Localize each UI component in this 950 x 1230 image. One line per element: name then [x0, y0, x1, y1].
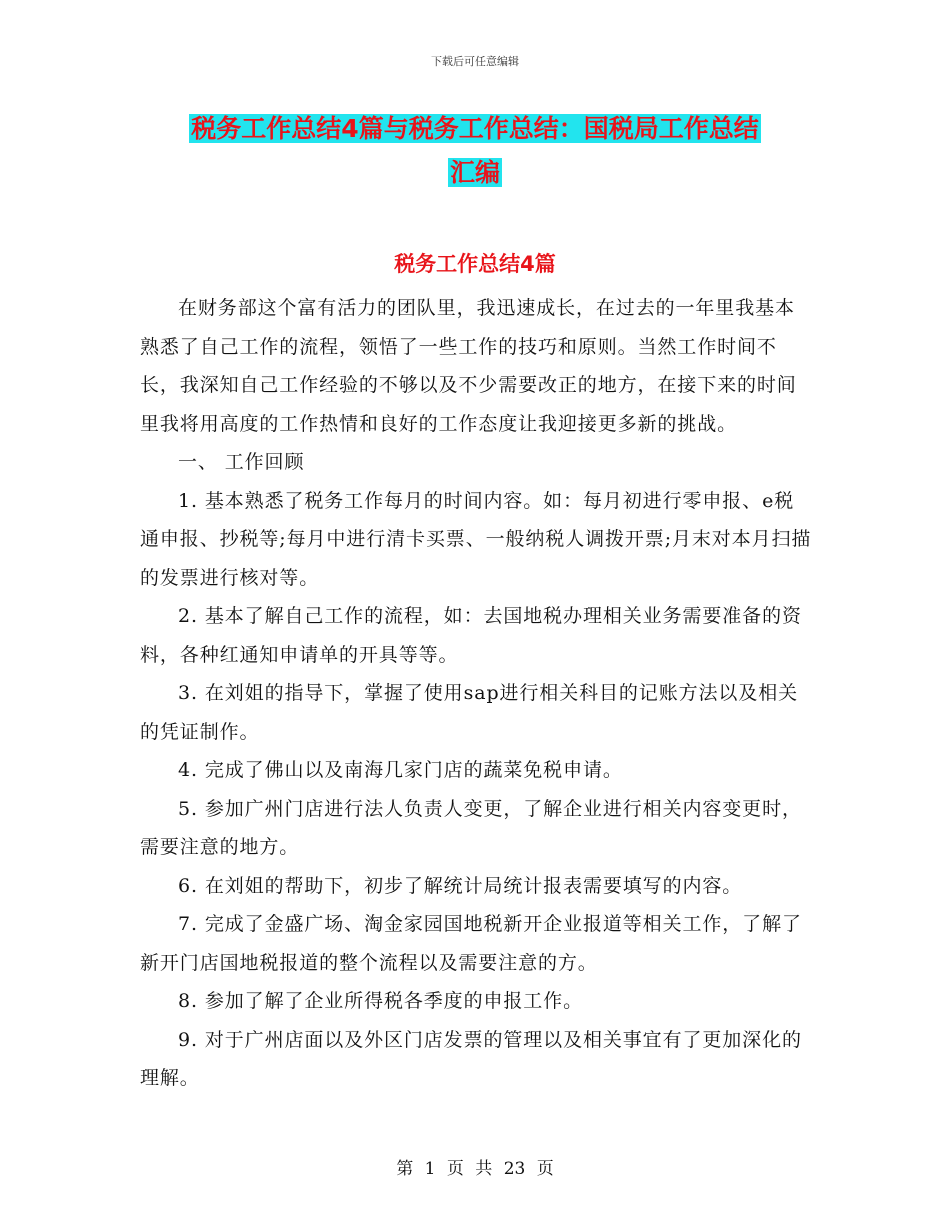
- document-title-continued: [0, 156, 950, 190]
- section-title: 税务工作总结4篇: [394, 252, 556, 276]
- document-title: [0, 112, 950, 146]
- paragraph-intro: 在财务部这个富有活力的团队里，我迅速成长，在过去的一年里我基本熟悉了自己工作的流程，领悟了一些工作的技巧和原则。当然工作时间不长，我深知自己工作经验的不够以及不少需要改正的地方，在接下来的时间里我将用高度的工作热情和良好的工作态度让我迎接更多新的挑战。: [140, 297, 797, 435]
- list-item-5: 5. 参加广州门店进行法人负责人变更，了解企业进行相关内容变更时，需要注意的地方。: [140, 797, 802, 858]
- section-heading-work-review: 一、 工作回顾: [178, 451, 305, 473]
- list-item-1: 1. 基本熟悉了税务工作每月的时间内容。如：每月初进行零申报、e税通申报、抄税等;每月中进行清卡买票、一般纳税人调拨开票;月末对本月扫描的发票进行核对等。: [140, 489, 812, 589]
- header-note: 下载后可任意编辑: [431, 55, 519, 68]
- document-title-line-1: 税务工作总结4篇与税务工作总结：国税局工作总结: [191, 114, 759, 143]
- list-item-7: 7. 完成了金盛广场、淘金家园国地税新开企业报道等相关工作，了解了新开门店国地税报道的整个流程以及需要注意的方。: [140, 913, 802, 974]
- list-item-4: 4. 完成了佛山以及南海几家门店的蔬菜免税申请。: [178, 759, 623, 781]
- list-item-3: 3. 在刘姐的指导下，掌握了使用sap进行相关科目的记账方法以及相关的凭证制作。: [140, 682, 799, 743]
- list-item-2: 2. 基本了解自己工作的流程，如：去国地税办理相关业务需要准备的资料，各种红通知申请单的开具等等。: [140, 605, 802, 666]
- document-body: [140, 289, 812, 1098]
- list-item-8: 8. 参加了解了企业所得税各季度的申报工作。: [178, 990, 583, 1012]
- list-item-9: 9. 对于广州店面以及外区门店发票的管理以及相关事宜有了更加深化的理解。: [140, 1028, 802, 1089]
- list-item-6: 6. 在刘姐的帮助下，初步了解统计局统计报表需要填写的内容。: [178, 874, 743, 897]
- page-footer: 第 1 页 共 23 页: [396, 1159, 554, 1179]
- document-title-line-2: 汇编: [449, 158, 500, 187]
